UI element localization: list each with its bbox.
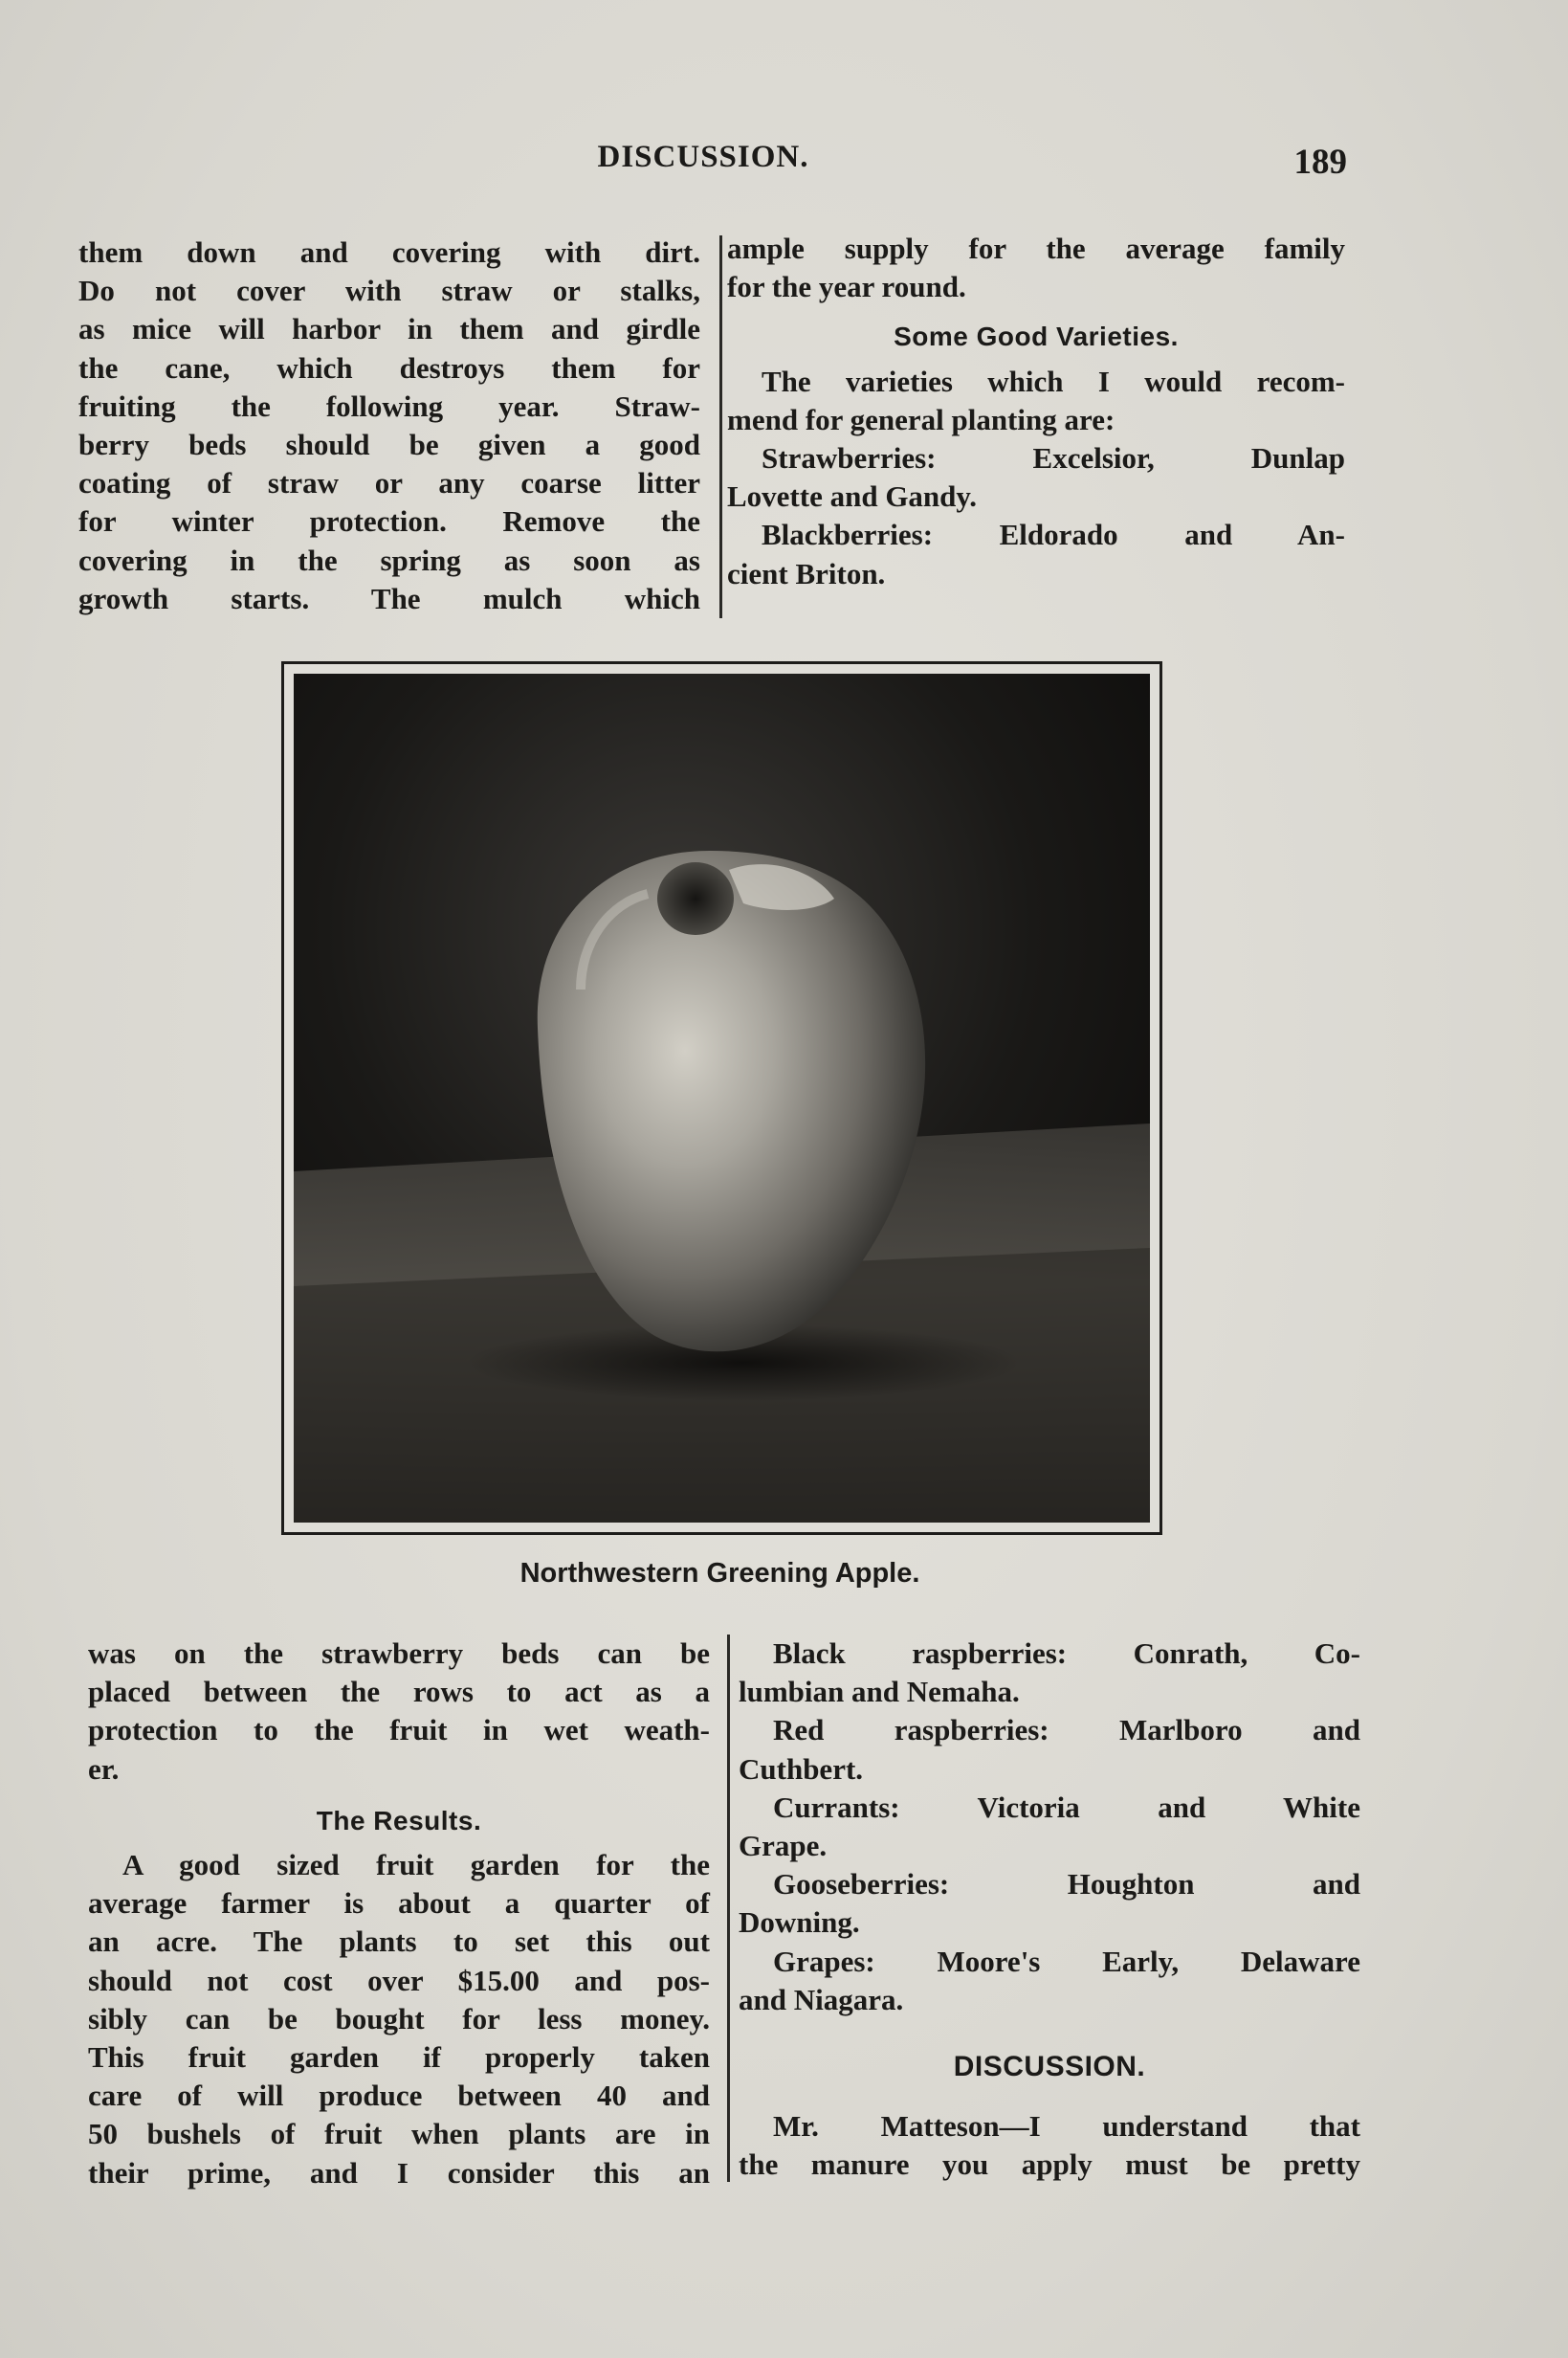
text-line: Gooseberries: Houghton and — [773, 1867, 1360, 1902]
text-line: coating of straw or any coarse litter — [78, 466, 700, 501]
text-line: Downing. — [739, 1905, 860, 1940]
text-line: Do not cover with straw or stalks, — [78, 274, 700, 308]
top-left-column — [78, 234, 700, 618]
text-line: 50 bushels of fruit when plants are in — [88, 2117, 710, 2151]
text-line: Lovette and Gandy. — [727, 479, 977, 514]
figure-frame — [281, 661, 1162, 1535]
text-line: the manure you apply must be pretty — [739, 2147, 1360, 2182]
apple-image — [294, 674, 1150, 1523]
top-right-column — [727, 230, 1345, 593]
text-line: Red raspberries: Marlboro and — [773, 1713, 1360, 1747]
text-line: This fruit garden if properly taken — [88, 2040, 710, 2075]
text-line: covering in the spring as soon as — [78, 543, 700, 577]
text-line: Blackberries: Eldorado and An- — [762, 518, 1345, 552]
text-line: lumbian and Nemaha. — [739, 1675, 1020, 1709]
text-line: Strawberries: Excelsior, Dunlap — [762, 441, 1345, 476]
text-line: A good sized fruit garden for the — [122, 1848, 710, 1882]
text-line: Mr. Matteson—I understand that — [773, 2109, 1360, 2144]
figure-caption: Northwestern Greening Apple. — [519, 1558, 920, 1589]
bottom-right-column — [739, 1635, 1360, 2185]
text-line: their prime, and I consider this an — [88, 2155, 710, 2190]
text-line: protection to the fruit in wet weath- — [88, 1713, 710, 1747]
text-line: The varieties which I would recom- — [762, 364, 1345, 398]
section-heading-discussion: DISCUSSION. — [953, 2051, 1146, 2083]
text-line: Grape. — [739, 1829, 828, 1863]
column-rule-top — [719, 235, 722, 618]
text-line: sibly can be bought for less money. — [88, 2001, 710, 2035]
text-line: care of will produce between 40 and — [88, 2079, 710, 2113]
text-line: the cane, which destroys them for — [78, 350, 700, 385]
text-line: er. — [88, 1751, 120, 1786]
running-head: DISCUSSION. — [597, 140, 809, 174]
section-heading-varieties: Some Good Varieties. — [894, 322, 1179, 352]
text-line: was on the strawberry beds can be — [88, 1636, 710, 1670]
text-line: for the year round. — [727, 270, 966, 304]
text-line: as mice will harbor in them and girdle — [78, 312, 700, 346]
text-line: and Niagara. — [739, 1982, 904, 2016]
text-line: ample supply for the average family — [727, 232, 1345, 265]
text-line: fruiting the following year. Straw- — [78, 389, 700, 423]
text-line: cient Briton. — [727, 556, 886, 590]
column-rule-bottom — [727, 1635, 730, 2182]
page-number: 189 — [1293, 143, 1347, 182]
text-line: for winter protection. Remove the — [78, 504, 700, 539]
text-line: Black raspberries: Conrath, Co- — [773, 1636, 1360, 1670]
section-heading-results: The Results. — [316, 1805, 482, 1835]
text-line: placed between the rows to act as a — [88, 1675, 710, 1709]
text-line: them down and covering with dirt. — [78, 235, 700, 269]
text-line: Cuthbert. — [739, 1751, 864, 1786]
bottom-left-column — [88, 1635, 710, 2192]
text-line: mend for general planting are: — [727, 402, 1115, 436]
text-line: growth starts. The mulch which — [78, 581, 700, 615]
apple-photograph — [294, 674, 1150, 1523]
text-line: berry beds should be given a good — [78, 428, 700, 462]
text-line: average farmer is about a quarter of — [88, 1886, 710, 1921]
text-line: Grapes: Moore's Early, Delaware — [773, 1944, 1360, 1978]
text-line: should not cost over $15.00 and pos- — [88, 1963, 710, 1997]
text-line: Currants: Victoria and White — [773, 1790, 1360, 1824]
text-line: an acre. The plants to set this out — [88, 1924, 710, 1959]
